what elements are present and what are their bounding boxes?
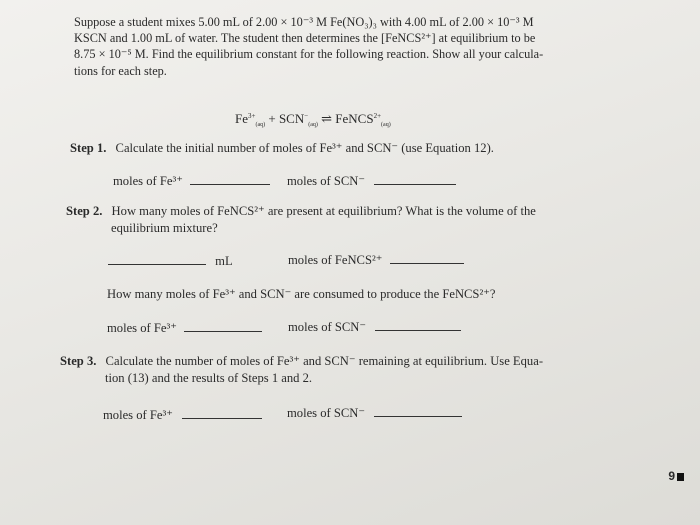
answer-blank[interactable] <box>390 262 464 264</box>
square-marker-icon <box>677 473 684 481</box>
step2-text-line1: How many moles of FeNCS²⁺ are present at equilibrium? What is the volume of the <box>111 204 536 218</box>
answer-blank[interactable] <box>182 417 262 419</box>
step2-fencs-field <box>288 252 464 268</box>
eq-aq-label: (aq) <box>381 122 391 128</box>
step3-text-line2: tion (13) and the results of Steps 1 and 2. <box>105 371 313 385</box>
intro-line: KSCN and 1.00 mL of water. The student then determines the [FeNCS²⁺] at equilibrium to be <box>74 31 536 46</box>
answer-blank[interactable] <box>190 183 270 185</box>
answer-blank[interactable] <box>374 415 462 417</box>
page-number <box>668 469 684 483</box>
step2-question: How many moles of Fe³⁺ and SCN⁻ are consumed to produce the FeNCS²⁺? <box>107 287 496 301</box>
step2-fe-field <box>107 320 262 336</box>
eq-aq-label: (aq) <box>308 122 318 128</box>
step3-text-line1: Calculate the number of moles of Fe³⁺ and SCN⁻ remaining at equilibrium. Use Equa- <box>105 354 544 368</box>
step3-label: Step 3. <box>60 354 97 368</box>
step2-ml-field <box>108 254 233 269</box>
step3-fe-field <box>103 407 262 423</box>
step1-scn-field <box>287 173 456 189</box>
step2-scn-field <box>288 319 461 335</box>
intro-line: Suppose a student mixes 5.00 mL of 2.00 × 10⁻³ M Fe(NO₃)₃ with 4.00 mL of 2.00 × 10⁻³ M <box>74 15 534 29</box>
intro-line: 8.75 × 10⁻⁵ M. Find the equilibrium constant for the following reaction. Show all your calcula- <box>74 47 544 62</box>
field-label: moles of Fe³⁺ <box>103 408 173 422</box>
step3-heading <box>60 353 543 370</box>
reaction-equation <box>235 111 391 128</box>
answer-blank[interactable] <box>375 329 461 331</box>
answer-blank[interactable] <box>184 330 262 332</box>
eq-arrow: ⇌ <box>321 111 333 126</box>
field-label: moles of SCN⁻ <box>288 320 367 334</box>
step2-label: Step 2. <box>66 204 103 218</box>
field-label: moles of Fe³⁺ <box>107 321 177 335</box>
step2-heading <box>66 203 536 220</box>
field-label: moles of SCN⁻ <box>287 406 366 420</box>
step1-label: Step 1. <box>70 141 107 155</box>
step2-text-line2: equilibrium mixture? <box>111 221 218 235</box>
eq-product-charge: 2+ <box>373 112 382 120</box>
step3-scn-field <box>287 405 462 421</box>
field-label: moles of SCN⁻ <box>287 174 366 188</box>
eq-aq-label: (aq) <box>255 122 266 128</box>
eq-scn-charge: − <box>304 112 309 120</box>
field-label: mL <box>215 254 233 268</box>
intro-line: tions for each step. <box>74 63 167 78</box>
step1-text: Calculate the initial number of moles of Fe³⁺ and SCN⁻ (use Equation 12). <box>115 141 494 155</box>
intro-paragraph <box>74 14 543 79</box>
answer-blank[interactable] <box>374 183 456 185</box>
eq-fe: Fe <box>235 111 248 126</box>
eq-product: FeNCS <box>335 111 374 126</box>
eq-fe-charge: 3+ <box>248 112 256 120</box>
eq-scn: + SCN <box>268 111 305 126</box>
step1-fe-field <box>113 173 270 189</box>
field-label: moles of FeNCS²⁺ <box>288 253 383 267</box>
step1-heading <box>70 140 494 157</box>
field-label: moles of Fe³⁺ <box>113 174 183 188</box>
answer-blank[interactable] <box>108 263 206 265</box>
page-number-text: 9 <box>668 469 675 483</box>
